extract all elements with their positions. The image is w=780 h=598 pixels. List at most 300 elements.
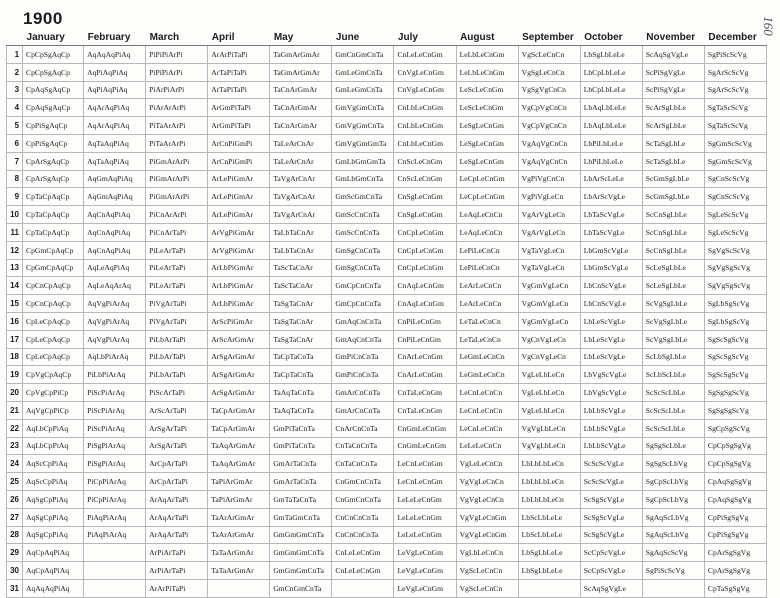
table-row: [7, 134, 767, 152]
planet-code-cell: LeCnLeCnGm: [394, 473, 456, 491]
planet-code-cell: PiLeArTaPi: [146, 241, 208, 259]
planet-code-cell: ScPiSgVgLe: [642, 63, 704, 81]
planet-code-cell: PiSgPiArAq: [84, 455, 146, 473]
planet-code-cell: AqVgCpPiCp: [23, 401, 84, 419]
planet-code-cell: TaPiArGmAr: [208, 473, 270, 491]
planet-code-cell: GmTaGmCnTa: [270, 508, 332, 526]
day-number: 27: [7, 508, 23, 526]
planet-code-cell: LbLbScVgLe: [580, 401, 642, 419]
planet-code-cell: LeArLeCnCn: [456, 295, 518, 313]
planet-code-cell: AqArAqPiAq: [84, 99, 146, 117]
planet-code-cell: ScPiSgVgLe: [642, 81, 704, 99]
planet-code-cell: LeGmLeCnCn: [456, 366, 518, 384]
planet-code-cell: LeVgLeCnGm: [394, 544, 456, 562]
planet-code-cell: ArSgArTaPi: [146, 419, 208, 437]
table-row: [7, 63, 767, 81]
planet-code-cell: PiScPiArAq: [84, 419, 146, 437]
planet-code-cell: CpArSgAqCp: [23, 152, 84, 170]
planet-code-cell: ScArSgLbLe: [642, 117, 704, 135]
planet-code-cell: ScVgSgLbLe: [642, 312, 704, 330]
month-header: November: [642, 30, 704, 46]
table-row: [7, 366, 767, 384]
month-header: March: [146, 30, 208, 46]
planet-code-cell: VgSgVgCnCn: [518, 81, 580, 99]
planet-code-cell: VgVgLeCnCn: [456, 473, 518, 491]
planet-code-cell: VgAqVgCnCn: [518, 152, 580, 170]
planet-code-cell: CpArSgAqCp: [23, 170, 84, 188]
planet-code-cell: AqGmAqPiAq: [84, 188, 146, 206]
planet-code-cell: [84, 562, 146, 580]
planet-code-cell: CnLeLeCnGm: [332, 544, 394, 562]
planet-code-cell: TaCpArGmAr: [208, 419, 270, 437]
planet-code-cell: TaCnArGmAr: [270, 81, 332, 99]
planet-code-cell: LbLbLbLeCn: [518, 473, 580, 491]
day-number: 7: [7, 152, 23, 170]
planet-code-cell: PiScPiArAq: [84, 384, 146, 402]
planet-code-cell: GmSgCnCnTa: [332, 259, 394, 277]
table-row: [7, 117, 767, 135]
planet-code-cell: LeVgLeCnGm: [394, 562, 456, 580]
table-row: [7, 312, 767, 330]
planet-code-cell: ScGmSgLbLe: [642, 188, 704, 206]
planet-code-cell: CnAqLeCnGm: [394, 277, 456, 295]
planet-code-cell: LeArLeCnCn: [456, 277, 518, 295]
planet-code-cell: AqVgPiArAq: [84, 330, 146, 348]
table-row: [7, 295, 767, 313]
planet-code-cell: ArCnPiGmPi: [208, 152, 270, 170]
planet-code-cell: AqAqAqPiAq: [84, 46, 146, 64]
planet-code-cell: AqVgPiArAq: [84, 295, 146, 313]
planet-code-cell: GmScCnCnTa: [332, 206, 394, 224]
planet-code-cell: LeCnLeCnCn: [456, 419, 518, 437]
planet-code-cell: ArPiArTaPi: [146, 562, 208, 580]
planet-code-cell: PiVgArTaPi: [146, 312, 208, 330]
planet-code-cell: LbLbLbLeCn: [518, 490, 580, 508]
planet-code-cell: TaAqTaCnTa: [270, 384, 332, 402]
planet-code-cell: GmPiCnCnTa: [332, 348, 394, 366]
planet-code-cell: [208, 579, 270, 597]
planet-code-cell: AqPiAqPiAq: [84, 63, 146, 81]
planet-code-cell: LeTaLeCnCn: [456, 312, 518, 330]
day-number: 19: [7, 366, 23, 384]
planet-code-cell: SgAqScLbVg: [642, 508, 704, 526]
planet-code-cell: GmCnGmCnTa: [332, 46, 394, 64]
planet-code-cell: GmSgCnCnTa: [332, 241, 394, 259]
planet-code-cell: [84, 544, 146, 562]
planet-code-cell: CpCpSgAqCp: [23, 46, 84, 64]
planet-code-cell: ScArSgLbLe: [642, 99, 704, 117]
planet-code-cell: SgScSgScVg: [704, 366, 766, 384]
month-header: May: [270, 30, 332, 46]
planet-code-cell: [642, 579, 704, 597]
table-row: [7, 508, 767, 526]
planet-code-cell: VgLeLbLeCn: [518, 366, 580, 384]
day-number: 5: [7, 117, 23, 135]
planet-code-cell: GmArTaCnTa: [270, 455, 332, 473]
planet-code-cell: CpTaCpAqCp: [23, 206, 84, 224]
planet-code-cell: TaAqArGmAr: [208, 437, 270, 455]
planet-code-cell: GmAqCnCnTa: [332, 312, 394, 330]
planet-code-cell: LeAqLeCnCn: [456, 223, 518, 241]
planet-code-cell: CpAqSgAqCp: [23, 81, 84, 99]
planet-code-cell: VgPiVgCnCn: [518, 170, 580, 188]
planet-code-cell: SgCpSgScVg: [704, 419, 766, 437]
planet-code-cell: VgAqVgCnCn: [518, 134, 580, 152]
planet-code-cell: AqSgCpPiAq: [23, 526, 84, 544]
table-row: [7, 526, 767, 544]
table-row: [7, 437, 767, 455]
planet-code-cell: ArScArGmAr: [208, 330, 270, 348]
planet-code-cell: LbLeScVgLe: [580, 348, 642, 366]
planet-code-cell: CnVgLeCnGm: [394, 81, 456, 99]
planet-code-cell: ScTaSgLbLe: [642, 152, 704, 170]
planet-code-cell: LeCnLeCnCn: [456, 384, 518, 402]
planet-code-cell: VgTaVgLeCn: [518, 259, 580, 277]
planet-code-cell: ArLePiGmAr: [208, 206, 270, 224]
planet-code-cell: AqTaAqPiAq: [84, 134, 146, 152]
planet-code-cell: LbVgScVgLe: [580, 384, 642, 402]
planet-code-cell: ArAqArTaPi: [146, 490, 208, 508]
day-number: 14: [7, 277, 23, 295]
planet-code-cell: CpCpSgAqCp: [23, 63, 84, 81]
planet-code-cell: ArSgArGmAr: [208, 384, 270, 402]
planet-code-cell: TaSgTaCnAr: [270, 295, 332, 313]
planet-code-cell: ArGmPiTaPi: [208, 99, 270, 117]
planet-code-cell: SgCpScLbVg: [642, 473, 704, 491]
planet-code-cell: GmTaTaCnTa: [270, 490, 332, 508]
planet-code-cell: ScSgScVgLe: [580, 526, 642, 544]
planet-code-cell: SgLeScScVg: [704, 223, 766, 241]
planet-code-cell: GmLbGmCnTa: [332, 170, 394, 188]
day-number: 23: [7, 437, 23, 455]
planet-code-cell: SgSgSgScVg: [704, 384, 766, 402]
planet-code-cell: LePiLeCnCn: [456, 259, 518, 277]
planet-code-cell: ArVgPiGmAr: [208, 241, 270, 259]
planet-code-cell: VgScLeCnCn: [518, 46, 580, 64]
table-row: [7, 206, 767, 224]
planet-code-cell: AqLbCpPiAq: [23, 419, 84, 437]
table-row: [7, 579, 767, 597]
planet-code-cell: PiArPiArPi: [146, 81, 208, 99]
planet-code-cell: AqSgCpPiAq: [23, 508, 84, 526]
planet-code-cell: LeLeLeCnGm: [394, 490, 456, 508]
planet-code-cell: PiSgPiArAq: [84, 437, 146, 455]
planet-code-cell: ScCnSgLbLe: [642, 223, 704, 241]
planet-code-cell: GmPiTaCnTa: [270, 437, 332, 455]
planet-code-cell: CpPiSgSgVg: [704, 508, 766, 526]
planet-code-cell: ScCpScVgLe: [580, 562, 642, 580]
planet-code-cell: LbTaScVgLe: [580, 206, 642, 224]
planet-code-cell: PiLbArTaPi: [146, 330, 208, 348]
planet-code-cell: ScCnSgLbLe: [642, 206, 704, 224]
planet-code-cell: LbAqLbLeLe: [580, 117, 642, 135]
planet-code-cell: CnCpLeCnGm: [394, 259, 456, 277]
day-number: 13: [7, 259, 23, 277]
table-row: [7, 259, 767, 277]
planet-code-cell: LbAqLbLeLe: [580, 99, 642, 117]
planet-code-cell: PiLbPiArAq: [84, 366, 146, 384]
planet-code-cell: ArLbPiGmAr: [208, 277, 270, 295]
planet-code-cell: ArScPiGmAr: [208, 312, 270, 330]
day-number: 24: [7, 455, 23, 473]
planet-code-cell: PiPiPiArPi: [146, 46, 208, 64]
planet-code-cell: TaArArGmAr: [208, 508, 270, 526]
planet-code-cell: AqPiAqPiAq: [84, 81, 146, 99]
planet-code-cell: PiGmArArPi: [146, 152, 208, 170]
planet-code-cell: PiCpPiArAq: [84, 490, 146, 508]
planet-code-cell: TaScTaCnAr: [270, 277, 332, 295]
planet-code-cell: LeSgLeCnGm: [456, 134, 518, 152]
planet-code-cell: CnCnCnCnTa: [332, 526, 394, 544]
planet-code-cell: SgLbSgScVg: [704, 295, 766, 313]
planet-code-cell: SgTaScScVg: [704, 117, 766, 135]
table-row: [7, 384, 767, 402]
day-number: 25: [7, 473, 23, 491]
planet-code-cell: TaGmArGmAr: [270, 46, 332, 64]
table-row: [7, 277, 767, 295]
day-number: 11: [7, 223, 23, 241]
planet-code-cell: CnVgLeCnGm: [394, 63, 456, 81]
planet-code-cell: LbGmScVgLe: [580, 241, 642, 259]
planet-code-cell: SgCnScScVg: [704, 188, 766, 206]
planet-code-cell: VgVgLeCnCn: [456, 490, 518, 508]
planet-code-cell: AqCnAqPiAq: [84, 241, 146, 259]
planet-code-cell: ScSgScVgLe: [580, 508, 642, 526]
planet-code-cell: LbPiLbLeLe: [580, 134, 642, 152]
planet-code-cell: TaVgArCnAr: [270, 206, 332, 224]
planet-code-cell: TaCpTaCnTa: [270, 348, 332, 366]
day-number: 12: [7, 241, 23, 259]
planet-code-cell: ArCpArTaPi: [146, 473, 208, 491]
planet-code-cell: AqCpAqPiAq: [23, 544, 84, 562]
table-row: [7, 188, 767, 206]
planet-code-cell: CnScLeCnGm: [394, 170, 456, 188]
planet-code-cell: SgGmScScVg: [704, 134, 766, 152]
planet-code-cell: SgLbSgScVg: [704, 312, 766, 330]
planet-code-cell: VgLeLbLeCn: [518, 401, 580, 419]
planet-code-cell: PiPiPiArPi: [146, 63, 208, 81]
day-number: 29: [7, 544, 23, 562]
planet-code-cell: LbSgLbLeLe: [518, 562, 580, 580]
planet-code-cell: ArVgPiGmAr: [208, 223, 270, 241]
day-number: 8: [7, 170, 23, 188]
planet-code-cell: CnSgLeCnGm: [394, 206, 456, 224]
planet-code-cell: VgGmVgLeCn: [518, 312, 580, 330]
planet-code-cell: ScScScLbLe: [642, 419, 704, 437]
month-header: August: [456, 30, 518, 46]
planet-code-cell: VgVgLbLeCn: [518, 419, 580, 437]
planet-code-cell: CnCnCnCnTa: [332, 508, 394, 526]
month-header: October: [580, 30, 642, 46]
planet-code-cell: GmVgGmGmTa: [332, 134, 394, 152]
planet-code-cell: GmVgGmCnTa: [332, 99, 394, 117]
planet-code-cell: TaCpArGmAr: [208, 401, 270, 419]
planet-code-cell: LeScLeCnGm: [456, 99, 518, 117]
planet-code-cell: CnCpLeCnGm: [394, 241, 456, 259]
planet-code-cell: PiGmArArPi: [146, 170, 208, 188]
planet-code-cell: TaVgArCnAr: [270, 188, 332, 206]
planet-code-cell: VgArVgLeCn: [518, 223, 580, 241]
planet-code-cell: AqGmAqPiAq: [84, 170, 146, 188]
planet-code-cell: CnGmCnCnTa: [332, 490, 394, 508]
planet-code-cell: LeSgLeCnGm: [456, 152, 518, 170]
planet-code-cell: LeLeLeCnGm: [394, 508, 456, 526]
year-title: 1900: [23, 9, 63, 28]
planet-code-cell: LbLeScVgLe: [580, 330, 642, 348]
planet-code-cell: LeLeLeCnGm: [394, 526, 456, 544]
planet-code-cell: SgAqScScVg: [642, 544, 704, 562]
day-column-header: [7, 30, 23, 46]
planet-code-cell: ScScScVgLe: [580, 473, 642, 491]
day-number: 20: [7, 384, 23, 402]
planet-code-cell: PiTaArArPi: [146, 117, 208, 135]
planet-code-cell: AqArAqPiAq: [84, 117, 146, 135]
planet-code-cell: ArLbPiGmAr: [208, 295, 270, 313]
planet-code-cell: AqScCpPiAq: [23, 455, 84, 473]
table-row: [7, 241, 767, 259]
planet-code-cell: ScLbScLbLe: [642, 366, 704, 384]
planet-code-cell: PiLeArTaPi: [146, 277, 208, 295]
planet-code-cell: CnLbLeCnGm: [394, 117, 456, 135]
planet-code-cell: TaCnArGmAr: [270, 99, 332, 117]
planet-code-cell: AqTaAqPiAq: [84, 152, 146, 170]
table-row: [7, 544, 767, 562]
planet-code-cell: VgVgLeCnGm: [456, 508, 518, 526]
planet-code-cell: CpCnCpAqCp: [23, 295, 84, 313]
planet-code-cell: ScCnSgLbLe: [642, 241, 704, 259]
planet-code-cell: CnSgLeCnGm: [394, 188, 456, 206]
planet-code-cell: TaCnArGmAr: [270, 117, 332, 135]
planet-code-cell: CpPiSgAqCp: [23, 117, 84, 135]
planet-code-cell: CnTaLeCnGm: [394, 384, 456, 402]
table-row: [7, 473, 767, 491]
planet-code-cell: LeGmLeCnCn: [456, 348, 518, 366]
page-number: 160: [760, 16, 776, 36]
month-header: January: [23, 30, 84, 46]
planet-code-cell: CpTaCpAqCp: [23, 188, 84, 206]
day-number: 28: [7, 526, 23, 544]
planet-code-cell: CpGmCpAqCp: [23, 259, 84, 277]
planet-code-cell: CnGmLeCnGm: [394, 419, 456, 437]
planet-code-cell: CpTaSgSgVg: [704, 579, 766, 597]
planet-code-cell: PiTaArArPi: [146, 134, 208, 152]
planet-code-cell: ArSgArGmAr: [208, 348, 270, 366]
planet-code-cell: LbPiLbLeLe: [580, 152, 642, 170]
planet-code-cell: LbCnScVgLe: [580, 295, 642, 313]
table-row: [7, 170, 767, 188]
planet-code-cell: GmLeGmCnTa: [332, 81, 394, 99]
planet-code-cell: SgPiScScVg: [704, 46, 766, 64]
planet-code-cell: AqAqAqPiAq: [23, 579, 84, 597]
month-header: April: [208, 30, 270, 46]
planet-code-cell: TaTaArGmAr: [208, 544, 270, 562]
planet-code-cell: LbLbScVgLe: [580, 437, 642, 455]
planet-code-cell: LeLbLeCnGm: [456, 63, 518, 81]
planet-code-cell: ScAqSgVgLe: [642, 46, 704, 64]
planet-code-cell: ArSgArTaPi: [146, 437, 208, 455]
planet-code-cell: SgVgSgScVg: [704, 259, 766, 277]
month-header: September: [518, 30, 580, 46]
planet-code-cell: CnLbLeCnGm: [394, 99, 456, 117]
planet-code-cell: LeTaLeCnCn: [456, 330, 518, 348]
planet-code-cell: SgLeScScVg: [704, 206, 766, 224]
planet-code-cell: CpAqSgAqCp: [23, 99, 84, 117]
planet-code-cell: [84, 579, 146, 597]
planet-code-cell: AqLeAqPiAq: [84, 259, 146, 277]
planet-code-cell: VgLeLbLeCn: [518, 384, 580, 402]
planet-code-cell: SgPiScScVg: [642, 562, 704, 580]
planet-code-cell: CpAqSgSgVg: [704, 490, 766, 508]
planet-code-cell: VgScLeCnCn: [456, 579, 518, 597]
planet-code-cell: ArAqArTaPi: [146, 508, 208, 526]
table-row: [7, 330, 767, 348]
planet-code-cell: ArCpArTaPi: [146, 455, 208, 473]
planet-code-cell: CpLeCpAqCp: [23, 330, 84, 348]
planet-code-cell: GmVgGmCnTa: [332, 117, 394, 135]
day-number: 21: [7, 401, 23, 419]
planet-code-cell: LbCpLbLeLe: [580, 63, 642, 81]
day-number: 30: [7, 562, 23, 580]
planet-code-cell: AqLbPiArAq: [84, 348, 146, 366]
planet-code-cell: LeCpLeCnGm: [456, 170, 518, 188]
day-number: 31: [7, 579, 23, 597]
planet-code-cell: LbCnScVgLe: [580, 277, 642, 295]
planet-code-cell: TaPiArGmAr: [208, 490, 270, 508]
planet-code-cell: CnAqLeCnGm: [394, 295, 456, 313]
planet-code-cell: TaLbTaCnAr: [270, 241, 332, 259]
planet-code-cell: LeCpLeCnGm: [456, 188, 518, 206]
planet-code-cell: CpGmCpAqCp: [23, 241, 84, 259]
planet-code-cell: GmAqCnCnTa: [332, 330, 394, 348]
planet-code-cell: GmArCnCnTa: [332, 384, 394, 402]
planet-code-cell: PiCpPiArAq: [84, 473, 146, 491]
planet-code-cell: VgVgLbLeCn: [518, 437, 580, 455]
planet-code-cell: CpCnCpAqCp: [23, 277, 84, 295]
table-row: [7, 562, 767, 580]
planet-code-cell: PiCnArTaPi: [146, 223, 208, 241]
planet-code-cell: ScLeSgLbLe: [642, 277, 704, 295]
planet-code-cell: SgCpScLbVg: [642, 490, 704, 508]
planet-code-cell: ScLbSgLbLe: [642, 348, 704, 366]
planet-code-cell: GmScGmCnTa: [332, 188, 394, 206]
planet-code-cell: LeCnLeCnCn: [456, 401, 518, 419]
planet-code-cell: PiLeArTaPi: [146, 259, 208, 277]
planet-code-cell: ArPiArTaPi: [146, 544, 208, 562]
planet-code-cell: ScTaSgLbLe: [642, 134, 704, 152]
table-row: [7, 490, 767, 508]
planet-code-cell: AqCnAqPiAq: [84, 223, 146, 241]
planet-code-cell: LeLbLeCnGm: [456, 46, 518, 64]
planet-code-cell: PiLbArTaPi: [146, 366, 208, 384]
planet-code-cell: VgCnVgLeCn: [518, 330, 580, 348]
planet-code-cell: SgSgSgScVg: [704, 401, 766, 419]
planet-code-cell: CnTaLeCnGm: [394, 401, 456, 419]
day-number: 9: [7, 188, 23, 206]
planet-code-cell: SgArScScVg: [704, 81, 766, 99]
planet-code-cell: ScVgSgLbLe: [642, 330, 704, 348]
planet-code-cell: CnArLeCnGm: [394, 366, 456, 384]
planet-code-cell: AqVgPiArAq: [84, 312, 146, 330]
planet-code-cell: SgVgSgScVg: [704, 277, 766, 295]
planet-code-cell: ArCnPiGmPi: [208, 134, 270, 152]
planet-code-cell: ScScScLbLe: [642, 384, 704, 402]
day-number: 16: [7, 312, 23, 330]
day-number: 22: [7, 419, 23, 437]
planet-code-cell: AqCpAqPiAq: [23, 562, 84, 580]
calendar-body: [7, 46, 767, 598]
planet-code-cell: AqLbCpPiAq: [23, 437, 84, 455]
planet-code-cell: GmScCnCnTa: [332, 223, 394, 241]
